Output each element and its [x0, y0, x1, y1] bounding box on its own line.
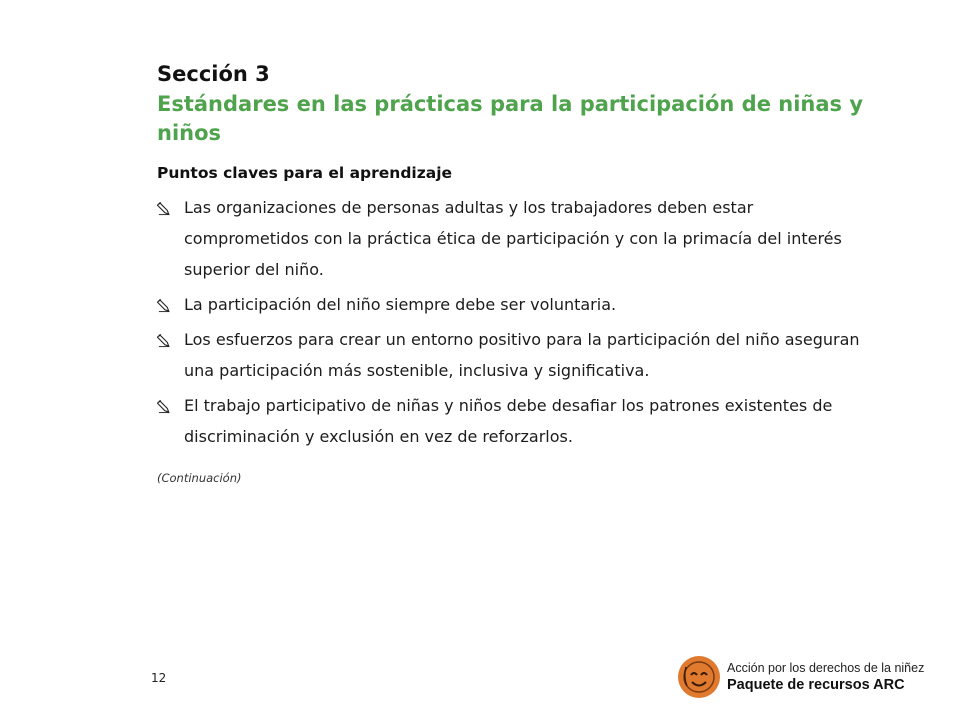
section-label: Sección 3	[157, 62, 270, 86]
slide-content	[157, 58, 877, 486]
list-item	[157, 324, 877, 386]
list-item-text: Los esfuerzos para crear un entorno positivo para la participación del niño aseguran una participación más sostenible, inclusiva y significativa.	[184, 330, 860, 380]
pencil-bullet-icon	[157, 399, 172, 414]
list-item	[157, 390, 877, 452]
pencil-bullet-icon	[157, 201, 172, 216]
brand-tagline: Acción por los derechos de la niñez	[727, 661, 925, 675]
brand-block	[677, 655, 924, 699]
list-item-text: El trabajo participativo de niñas y niños debe desafiar los patrones existentes de discriminación y exclusión en vez de reforzarlos.	[184, 396, 833, 446]
key-points-list	[157, 192, 877, 452]
continuation-note: (Continuación)	[157, 471, 242, 485]
brand-name: Paquete de recursos ARC	[727, 677, 905, 693]
pencil-bullet-icon	[157, 298, 172, 313]
brand-text	[727, 660, 924, 694]
arc-logo-icon	[677, 655, 721, 699]
list-item-text: La participación del niño siempre debe ser voluntaria.	[184, 295, 617, 314]
pencil-bullet-icon	[157, 333, 172, 348]
page-number: 12	[151, 671, 167, 685]
section-title: Estándares en las prácticas para la participación de niñas y niños	[157, 92, 864, 145]
list-item	[157, 192, 877, 285]
list-item-text: Las organizaciones de personas adultas y los trabajadores deben estar comprometidos con la práctica ética de participación y con la primacía del interés superior del niño.	[184, 198, 842, 279]
list-item	[157, 289, 877, 320]
key-points-heading: Puntos claves para el aprendizaje	[157, 164, 453, 182]
